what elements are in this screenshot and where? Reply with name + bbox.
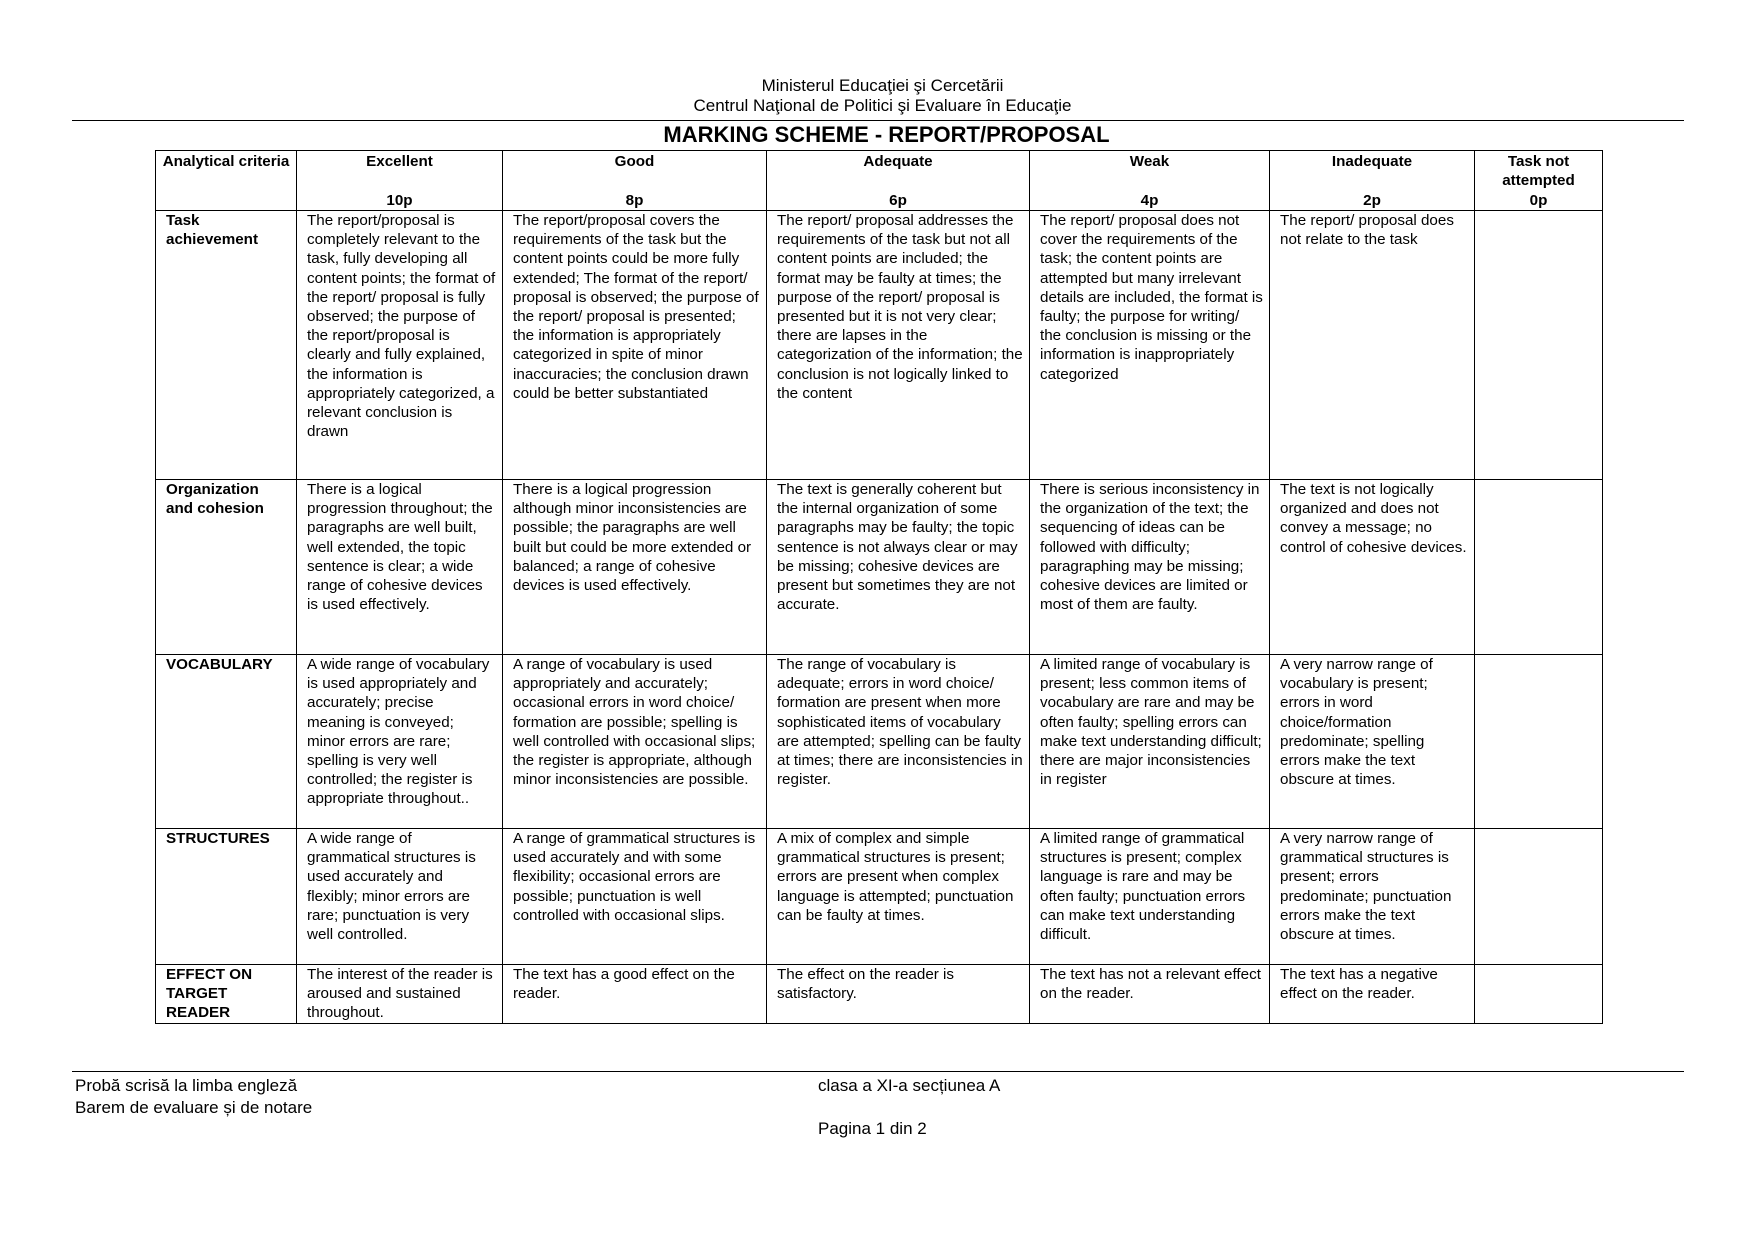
table-cell xyxy=(1475,655,1603,829)
table-cell: The interest of the reader is aroused and sustained throughout. xyxy=(297,965,503,1024)
criterion-cell: STRUCTURES xyxy=(156,829,297,965)
table-cell xyxy=(1475,480,1603,655)
criterion-cell: Task achievement xyxy=(156,211,297,480)
table-row xyxy=(156,655,1603,829)
column-header-label: Task not attempted xyxy=(1502,153,1575,190)
column-header xyxy=(156,151,297,211)
header-row xyxy=(156,151,1603,211)
column-header-points: 8p xyxy=(625,191,644,209)
column-header-label: Weak xyxy=(1129,153,1170,170)
marking-scheme-table xyxy=(155,150,1603,1024)
column-header-label: Good xyxy=(614,153,655,170)
table-cell: The report/ proposal addresses the requirements of the task but not all content points are included; the format may be faulty at times; the purpose of the report/ proposal is presented but it is not very clear; there are lapses in the categorization of the information; the conclusion is not logically linked to the content xyxy=(767,211,1030,480)
footer-class-section: clasa a XI-a secțiunea A xyxy=(818,1076,1001,1095)
column-header-points: 10p xyxy=(386,191,413,209)
table-cell: The text is not logically organized and does not convey a message; no control of cohesive devices. xyxy=(1270,480,1475,655)
column-header xyxy=(297,151,503,211)
column-header xyxy=(1030,151,1270,211)
table-row xyxy=(156,480,1603,655)
column-header-label: Inadequate xyxy=(1331,153,1413,170)
table-cell: The report/ proposal does not relate to the task xyxy=(1270,211,1475,480)
table-cell: A mix of complex and simple grammatical structures is present; errors are present when complex language is attempted; punctuation can be faulty at times. xyxy=(767,829,1030,965)
table-cell: The report/ proposal does not cover the requirements of the task; the content points are attempted but many irrelevant details are included, the format is faulty; the purpose for writing/ the conclusion is missing or the information is inappropriately categorized xyxy=(1030,211,1270,480)
page-title: MARKING SCHEME - REPORT/PROPOSAL xyxy=(663,122,1110,147)
table-cell: A limited range of grammatical structures is present; complex language is rare and may be often faulty; punctuation errors can make text understanding difficult. xyxy=(1030,829,1270,965)
table-row xyxy=(156,829,1603,965)
table-cell: A very narrow range of grammatical structures is present; errors predominate; punctuation errors make the text obscure at times. xyxy=(1270,829,1475,965)
table-cell: A range of vocabulary is used appropriately and accurately; occasional errors in word choice/ formation are possible; spelling is well controlled with occasional slips; the register is appropriate, although minor inconsistencies are possible. xyxy=(503,655,767,829)
table-cell: The range of vocabulary is adequate; errors in word choice/ formation are present when more sophisticated items of vocabulary are attempted; spelling can be faulty at times; there are inconsistencies in register. xyxy=(767,655,1030,829)
column-header-points: 0p xyxy=(1529,191,1548,209)
footer-divider xyxy=(72,1071,1684,1072)
table-cell: A very narrow range of vocabulary is present; errors in word choice/formation predominate; spelling errors make the text obscure at times. xyxy=(1270,655,1475,829)
table-cell: A wide range of vocabulary is used appropriately and accurately; precise meaning is conveyed; minor errors are rare; spelling is very well controlled; the register is appropriate throughout.. xyxy=(297,655,503,829)
column-header xyxy=(767,151,1030,211)
table-cell: There is serious inconsistency in the organization of the text; the sequencing of ideas can be followed with difficulty; paragraphing may be missing; cohesive devices are limited or most of them are faulty. xyxy=(1030,480,1270,655)
header-divider xyxy=(72,120,1684,121)
table-cell xyxy=(1475,211,1603,480)
column-header xyxy=(1475,151,1603,211)
column-header-points: 2p xyxy=(1363,191,1381,209)
table-cell xyxy=(1475,965,1603,1024)
column-header-label: Analytical criteria xyxy=(162,153,290,170)
column-header-points: 4p xyxy=(1140,191,1159,209)
header-center: Centrul Naţional de Politici şi Evaluare în Educaţie xyxy=(693,96,1072,115)
table-cell: The text is generally coherent but the internal organization of some paragraphs may be faulty; the topic sentence is not always clear or may be missing; cohesive devices are present but sometimes they are not accurate. xyxy=(767,480,1030,655)
table-cell: A limited range of vocabulary is present; less common items of vocabulary are rare and may be often faulty; spelling errors can make text understanding difficult; there are major inconsistencies in register xyxy=(1030,655,1270,829)
table-cell: A range of grammatical structures is used accurately and with some flexibility; occasional errors are possible; punctuation is well controlled with occasional slips. xyxy=(503,829,767,965)
footer-scheme-name: Barem de evaluare și de notare xyxy=(75,1098,313,1117)
table-cell: The effect on the reader is satisfactory. xyxy=(767,965,1030,1024)
table-cell: The report/proposal is completely relevant to the task, fully developing all content points; the format of the report/ proposal is fully observed; the purpose of the report/proposal is clearly and fully explained, the information is appropriately categorized, a relevant conclusion is drawn xyxy=(297,211,503,480)
column-header-label: Excellent xyxy=(366,153,433,170)
table-row xyxy=(156,211,1603,480)
footer-left xyxy=(75,1075,312,1119)
table-cell: The text has a good effect on the reader. xyxy=(503,965,767,1024)
criterion-cell: Organization and cohesion xyxy=(156,480,297,655)
table-cell: There is a logical progression throughout; the paragraphs are well built, well extended, the topic sentence is clear; a wide range of cohesive devices is used effectively. xyxy=(297,480,503,655)
table-cell xyxy=(1475,829,1603,965)
table-cell: The report/proposal covers the requirements of the task but the content points could be more fully extended; The format of the report/ proposal is observed; the purpose of the report/ proposal is presented; the information is appropriately categorized in spite of minor inaccuracies; the conclusion drawn could be better substantiated xyxy=(503,211,767,480)
criterion-cell: VOCABULARY xyxy=(156,655,297,829)
column-header xyxy=(503,151,767,211)
column-header-points: 6p xyxy=(889,191,907,209)
header-ministry: Ministerul Educaţiei şi Cercetării xyxy=(761,76,1004,95)
document-header xyxy=(0,76,1755,116)
table-cell: There is a logical progression although minor inconsistencies are possible; the paragraphs are well built but could be more extended or balanced; a range of cohesive devices is used effectively. xyxy=(503,480,767,655)
table-row xyxy=(156,965,1603,1024)
column-header-label: Adequate xyxy=(863,153,933,170)
footer-exam-name: Probă scrisă la limba engleză xyxy=(75,1076,298,1095)
table-cell: The text has a negative effect on the reader. xyxy=(1270,965,1475,1024)
table-cell: A wide range of grammatical structures is used accurately and flexibly; minor errors are rare; punctuation is very well controlled. xyxy=(297,829,503,965)
table-cell: The text has not a relevant effect on the reader. xyxy=(1030,965,1270,1024)
criterion-cell: EFFECT ON TARGET READER xyxy=(156,965,297,1024)
column-header xyxy=(1270,151,1475,211)
page-number: Pagina 1 din 2 xyxy=(818,1119,927,1138)
